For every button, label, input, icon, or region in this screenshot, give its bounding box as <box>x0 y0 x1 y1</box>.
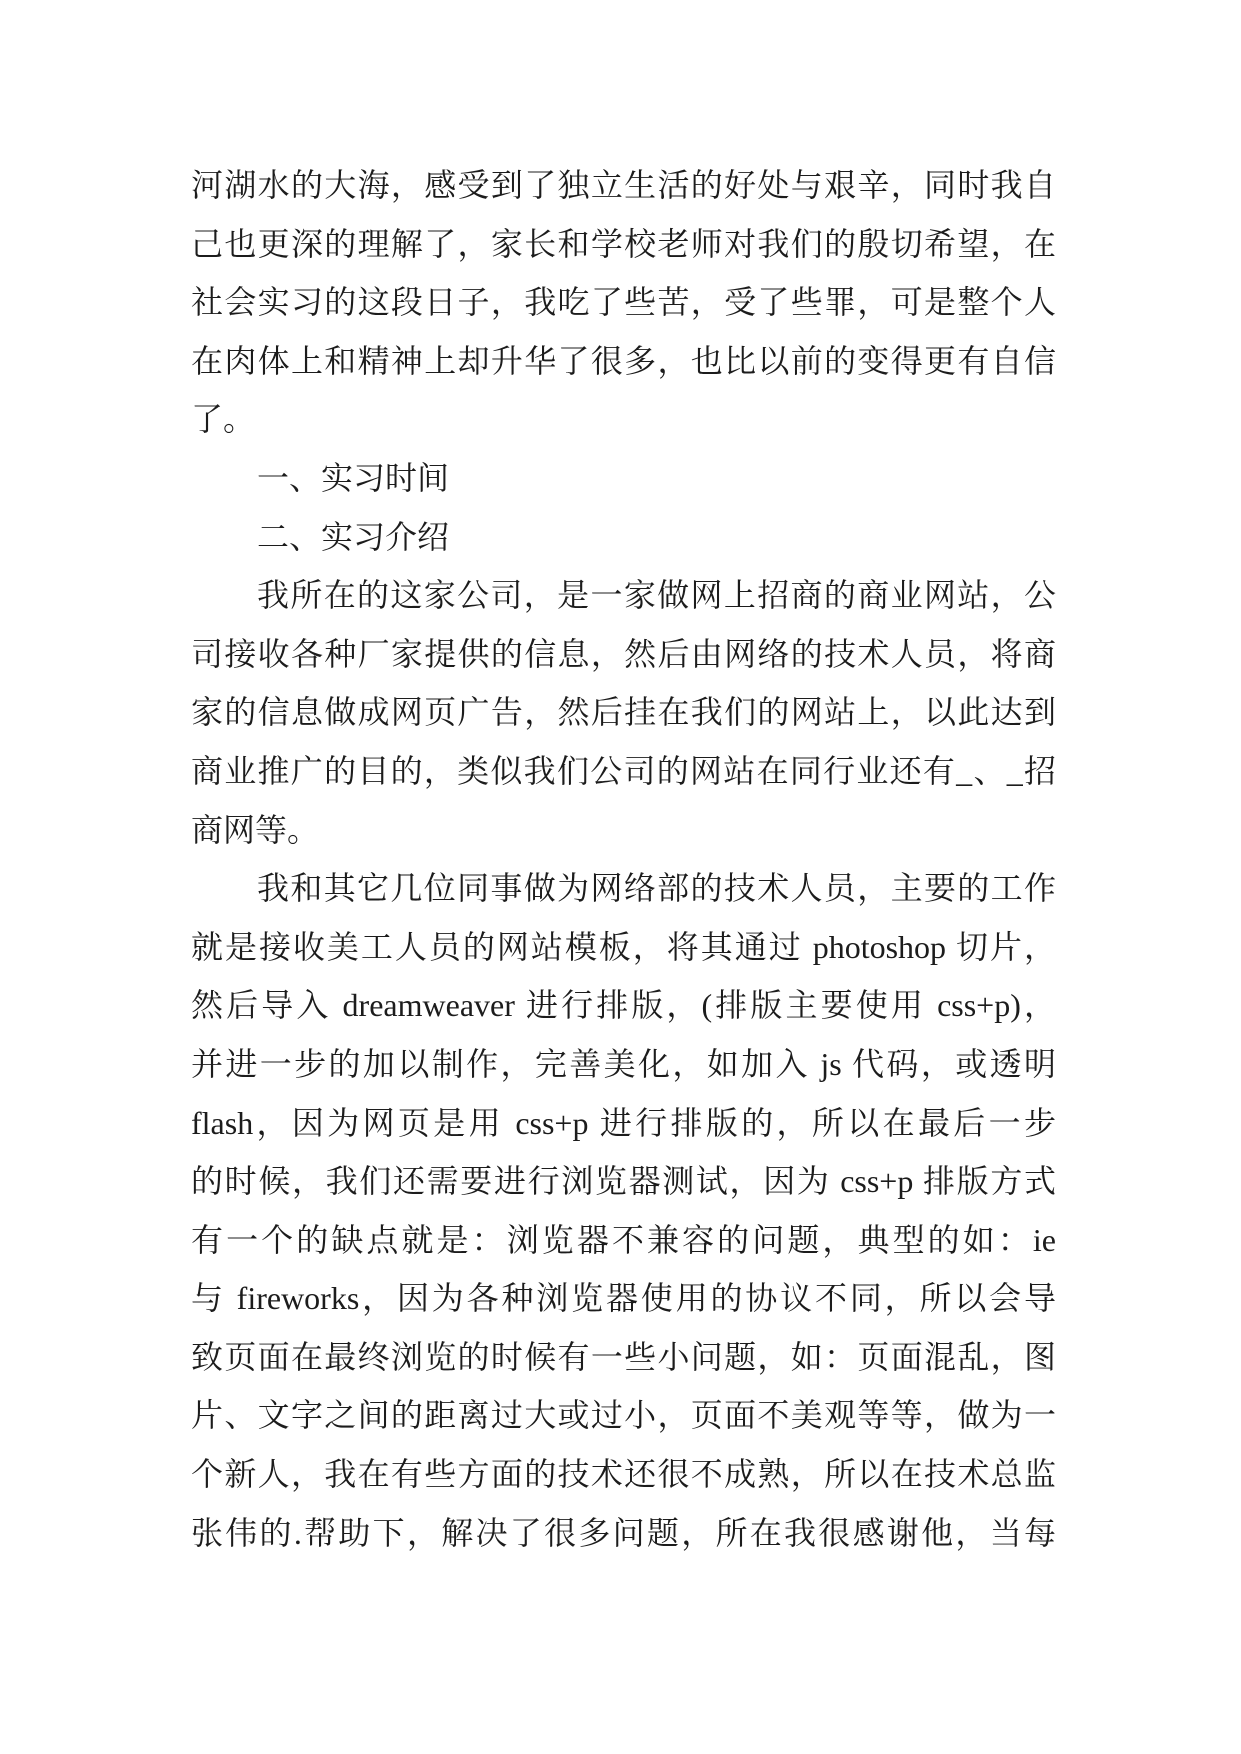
text-line: 有一个的缺点就是：浏览器不兼容的问题，典型的如：ie <box>191 1221 1056 1258</box>
text-line: 与 fireworks，因为各种浏览器使用的协议不同，所以会导 <box>191 1280 1056 1317</box>
text-line: 片、文字之间的距离过大或过小，页面不美观等等，做为一 <box>191 1397 1056 1434</box>
text-line: 致页面在最终浏览的时候有一些小问题，如：页面混乱，图 <box>191 1338 1056 1375</box>
paragraph-work <box>191 859 1056 1562</box>
text-line: 并进一步的加以制作，完善美化，如加入 js 代码，或透明 <box>191 1045 1056 1082</box>
text-line: 社会实习的这段日子，我吃了些苦，受了些罪，可是整个人 <box>191 284 1056 321</box>
text-line: flash，因为网页是用 css+p 进行排版的，所以在最后一步 <box>191 1104 1056 1141</box>
text-line: 河湖水的大海，感受到了独立生活的好处与艰辛，同时我自 <box>191 167 1056 203</box>
text-line: 了。 <box>191 401 256 438</box>
text-line: 张伟的.帮助下，解决了很多问题，所在我很感谢他，当每 <box>191 1514 1056 1551</box>
text-line: 司接收各种厂家提供的信息，然后由网络的技术人员，将商 <box>191 635 1056 672</box>
section-heading: 一、实习时间 <box>257 459 450 496</box>
text-line: 就是接收美工人员的网站模板，将其通过 photoshop 切片， <box>191 928 1056 965</box>
section-heading-internship-time <box>191 449 1056 508</box>
text-line: 的时候，我们还需要进行浏览器测试，因为 css+p 排版方式 <box>191 1163 1056 1200</box>
text-line: 商网等。 <box>191 811 320 848</box>
body-text <box>191 156 1056 1562</box>
paragraph-continued <box>191 156 1056 449</box>
text-line: 商业推广的目的，类似我们公司的网站在同行业还有_、_招 <box>191 752 1056 789</box>
text-line: 我所在的这家公司，是一家做网上招商的商业网站，公 <box>257 577 1056 614</box>
text-line: 个新人，我在有些方面的技术还很不成熟，所以在技术总监 <box>191 1456 1056 1493</box>
paragraph-company <box>191 566 1056 859</box>
text-line: 我和其它几位同事做为网络部的技术人员，主要的工作 <box>257 870 1056 907</box>
section-heading: 二、实习介绍 <box>257 518 450 555</box>
section-heading-internship-intro <box>191 508 1056 567</box>
text-line: 家的信息做成网页广告，然后挂在我们的网站上，以此达到 <box>191 694 1056 731</box>
text-line: 己也更深的理解了，家长和学校老师对我们的殷切希望，在 <box>191 225 1056 262</box>
text-line: 在肉体上和精神上却升华了很多，也比以前的变得更有自信 <box>191 342 1056 379</box>
text-line: 然后导入 dreamweaver 进行排版，(排版主要使用 css+p)， <box>191 987 1056 1024</box>
